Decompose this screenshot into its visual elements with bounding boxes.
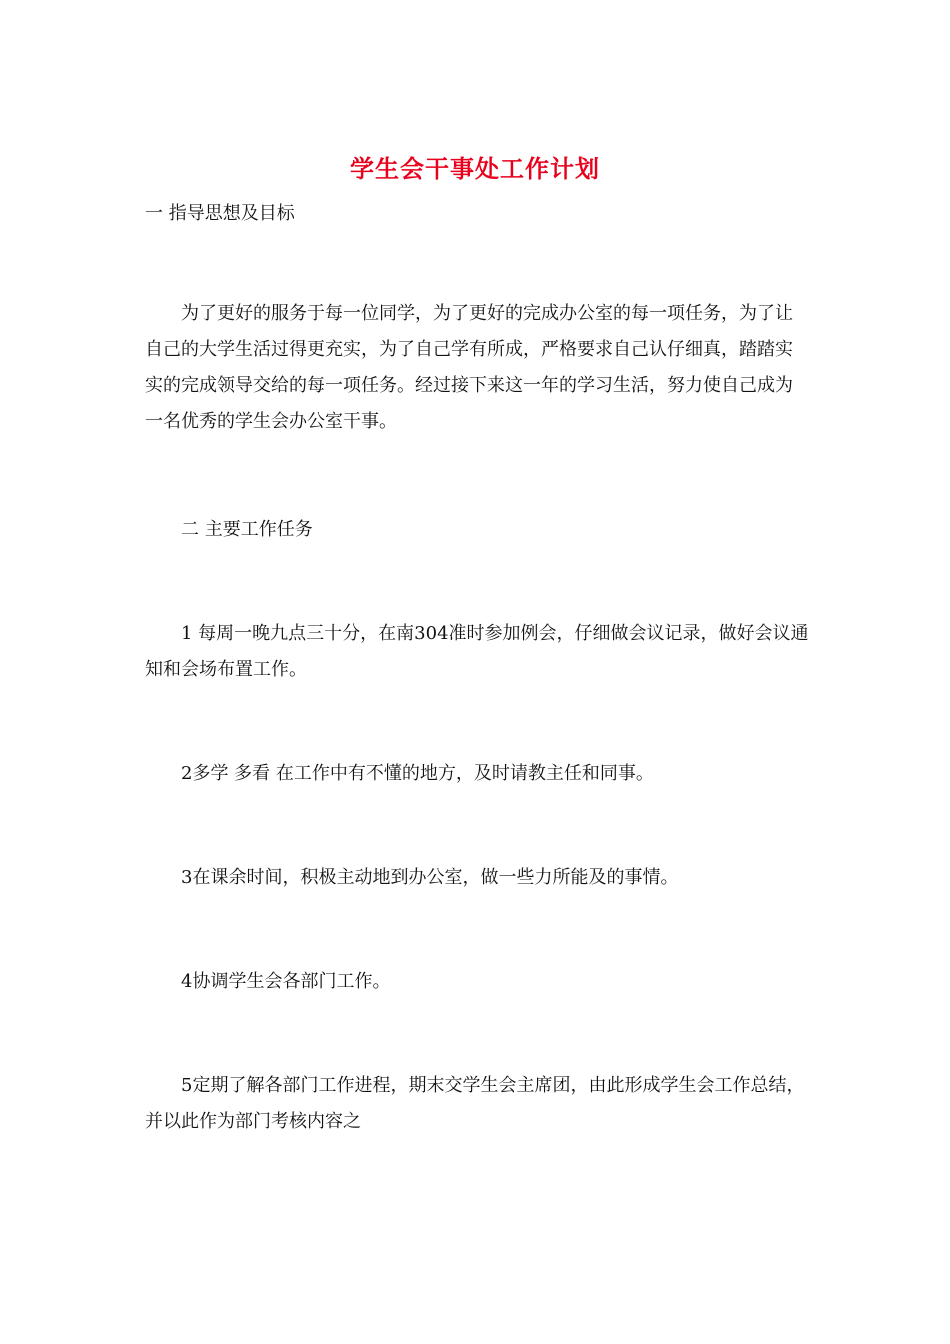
paragraph-guiding-ideas: 为了更好的服务于每一位同学，为了更好的完成办公室的每一项任务，为了让自己的大学生活过得更充实，为了自己学有所成，严格要求自己认仔细真，踏踏实实的完成领导交给的每一项任务。经过接下来这一年的学习生活，努力使自己成为一名优秀的学生会办公室干事。 [145,303,793,432]
document-title: 学生会干事处工作计划 [350,154,600,183]
list-item-task-3: 3在课余时间，积极主动地到办公室，做一些力所能及的事情。 [181,867,679,888]
list-item-task-5: 5定期了解各部门工作进程，期末交学生会主席团，由此形成学生会工作总结，并以此作为部门考核内容之 [145,1075,805,1132]
section-heading-main-tasks: 二 主要工作任务 [181,519,313,540]
list-item-task-2: 2多学 多看 在工作中有不懂的地方，及时请教主任和同事。 [181,763,654,784]
list-item-task-4: 4协调学生会各部门工作。 [181,971,391,992]
list-item-task-1: 1 每周一晚九点三十分，在南304准时参加例会，仔细做会议记录，做好会议通知和会场布置工作。 [145,623,809,680]
section-heading-guiding-ideas: 一 指导思想及目标 [145,203,295,224]
